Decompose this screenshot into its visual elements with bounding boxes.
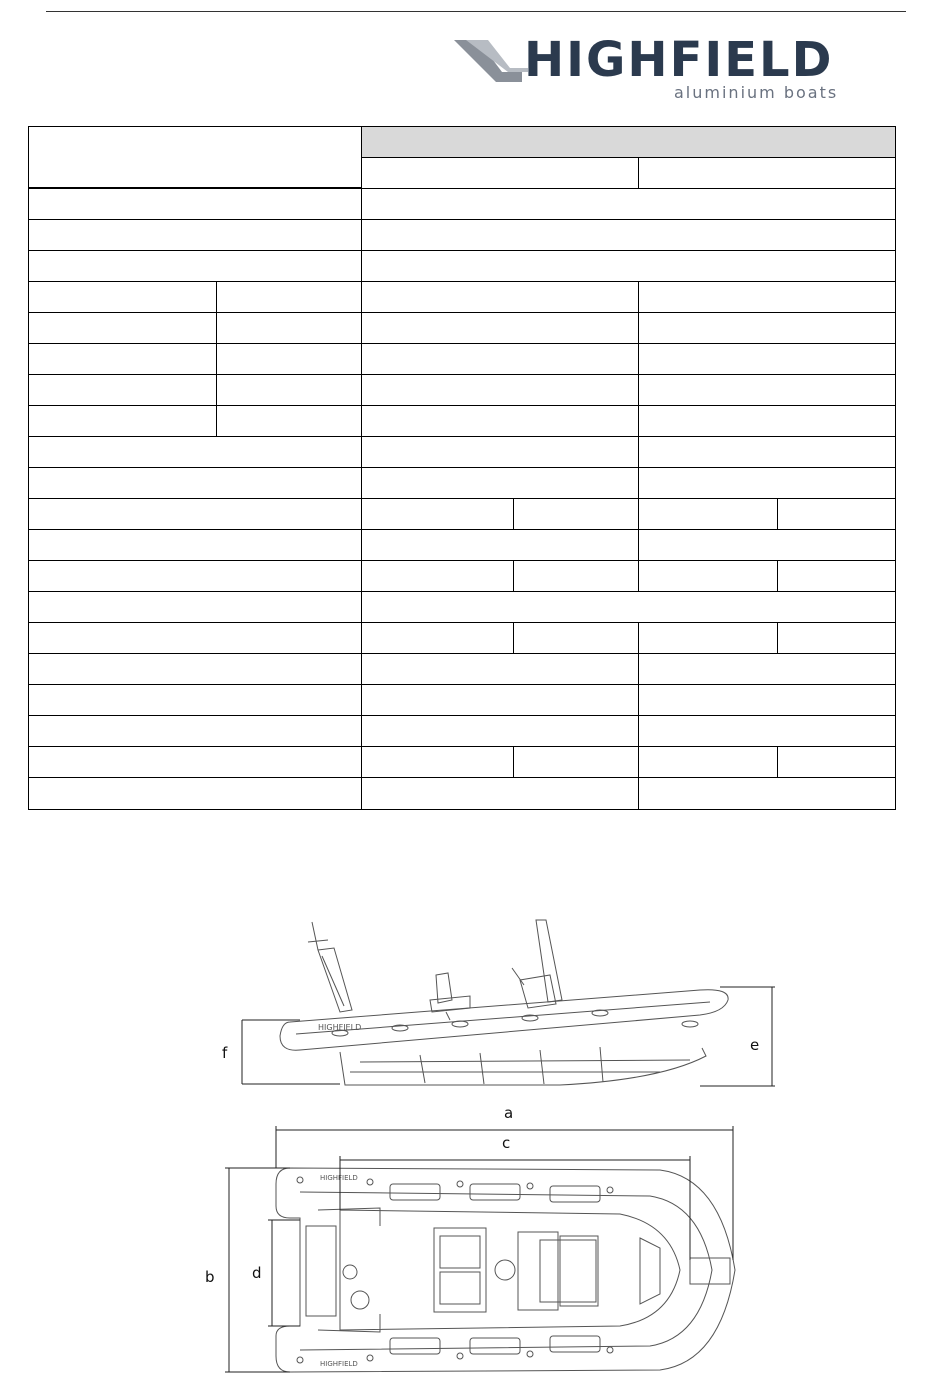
table-row-value	[638, 622, 778, 654]
table-row-value	[361, 622, 514, 654]
dim-label-f: f	[222, 1044, 228, 1062]
dim-label-c: c	[502, 1134, 511, 1152]
table-row-value	[361, 777, 639, 810]
table-row-value	[777, 560, 896, 592]
table-row-label	[28, 746, 362, 778]
table-row-value	[361, 529, 639, 561]
spec-table	[28, 126, 896, 841]
hull-logo-top-1: HIGHFIELD	[320, 1174, 358, 1182]
table-row-value	[638, 374, 896, 406]
table-row-label	[28, 188, 362, 220]
dim-label-d: d	[252, 1264, 262, 1282]
table-row-label	[28, 622, 362, 654]
table-row-value	[638, 436, 896, 468]
boat-top-view	[276, 1168, 735, 1372]
boat-drawing	[200, 900, 800, 1387]
table-row-label	[28, 715, 362, 747]
table-row-label	[28, 250, 362, 282]
table-row-value	[361, 219, 896, 251]
table-header-col-1	[361, 157, 639, 189]
table-row-value	[361, 653, 639, 685]
table-row-label	[28, 684, 362, 716]
table-row-value	[361, 405, 639, 437]
table-row-label	[28, 312, 217, 344]
table-row-value	[777, 746, 896, 778]
brand-name: HIGHFIELD	[524, 32, 834, 88]
header-rule	[46, 11, 906, 12]
brand-logo	[452, 32, 882, 106]
table-row-value	[638, 343, 896, 375]
table-row-value	[361, 250, 896, 282]
table-row-unit	[216, 281, 362, 313]
table-header-label-cell	[28, 126, 362, 188]
table-row-label	[28, 281, 217, 313]
table-header-col-2	[638, 157, 896, 189]
highfield-swoosh-icon	[452, 38, 528, 84]
table-row-value	[361, 374, 639, 406]
table-row-value	[638, 560, 778, 592]
brand-tagline: aluminium boats	[674, 83, 839, 102]
table-row-value	[638, 684, 896, 716]
table-row-value	[361, 188, 896, 220]
table-row-value	[638, 281, 896, 313]
table-row-label	[28, 343, 217, 375]
table-row-unit	[216, 374, 362, 406]
table-row-value	[361, 746, 514, 778]
dim-label-e: e	[750, 1036, 760, 1054]
table-row-value	[513, 560, 639, 592]
table-row-unit	[216, 405, 362, 437]
table-row-value	[638, 312, 896, 344]
table-row-unit	[216, 312, 362, 344]
table-row-unit	[216, 343, 362, 375]
dim-label-b: b	[205, 1268, 215, 1286]
table-row-value	[513, 622, 639, 654]
table-row-label	[28, 374, 217, 406]
table-row-label	[28, 591, 362, 623]
hull-logo-side: HIGHFIELD	[318, 1023, 362, 1032]
table-row-value	[361, 436, 639, 468]
table-row-label	[28, 529, 362, 561]
table-row-value	[361, 312, 639, 344]
table-row-value	[638, 715, 896, 747]
table-row-label	[28, 777, 362, 810]
table-row-value	[361, 684, 639, 716]
dim-label-a: a	[504, 1104, 514, 1122]
top-dimensions	[225, 1126, 733, 1372]
table-row-value	[361, 591, 896, 623]
table-row-value	[638, 777, 896, 810]
table-row-value	[777, 622, 896, 654]
table-row-value	[513, 746, 639, 778]
table-row-value	[361, 498, 514, 530]
table-row-value	[638, 498, 778, 530]
table-row-label	[28, 467, 362, 499]
table-row-value	[638, 405, 896, 437]
hull-logo-top-2: HIGHFIELD	[320, 1360, 358, 1368]
table-row-label	[28, 560, 362, 592]
table-row-value	[638, 653, 896, 685]
table-row-value	[361, 560, 514, 592]
boat-side-view	[280, 920, 728, 1085]
table-row-label	[28, 405, 217, 437]
table-row-value	[638, 467, 896, 499]
table-row-value	[513, 498, 639, 530]
table-row-label	[28, 436, 362, 468]
table-row-value	[361, 467, 639, 499]
table-row-value	[361, 343, 639, 375]
table-row-value	[361, 715, 639, 747]
table-row-label	[28, 498, 362, 530]
side-dimensions	[242, 987, 775, 1086]
table-row-value	[638, 746, 778, 778]
table-header-group-cell	[361, 126, 896, 158]
table-row-value	[638, 529, 896, 561]
table-row-label	[28, 219, 362, 251]
table-row-label	[28, 653, 362, 685]
table-row-value	[361, 281, 639, 313]
table-row-value	[777, 498, 896, 530]
